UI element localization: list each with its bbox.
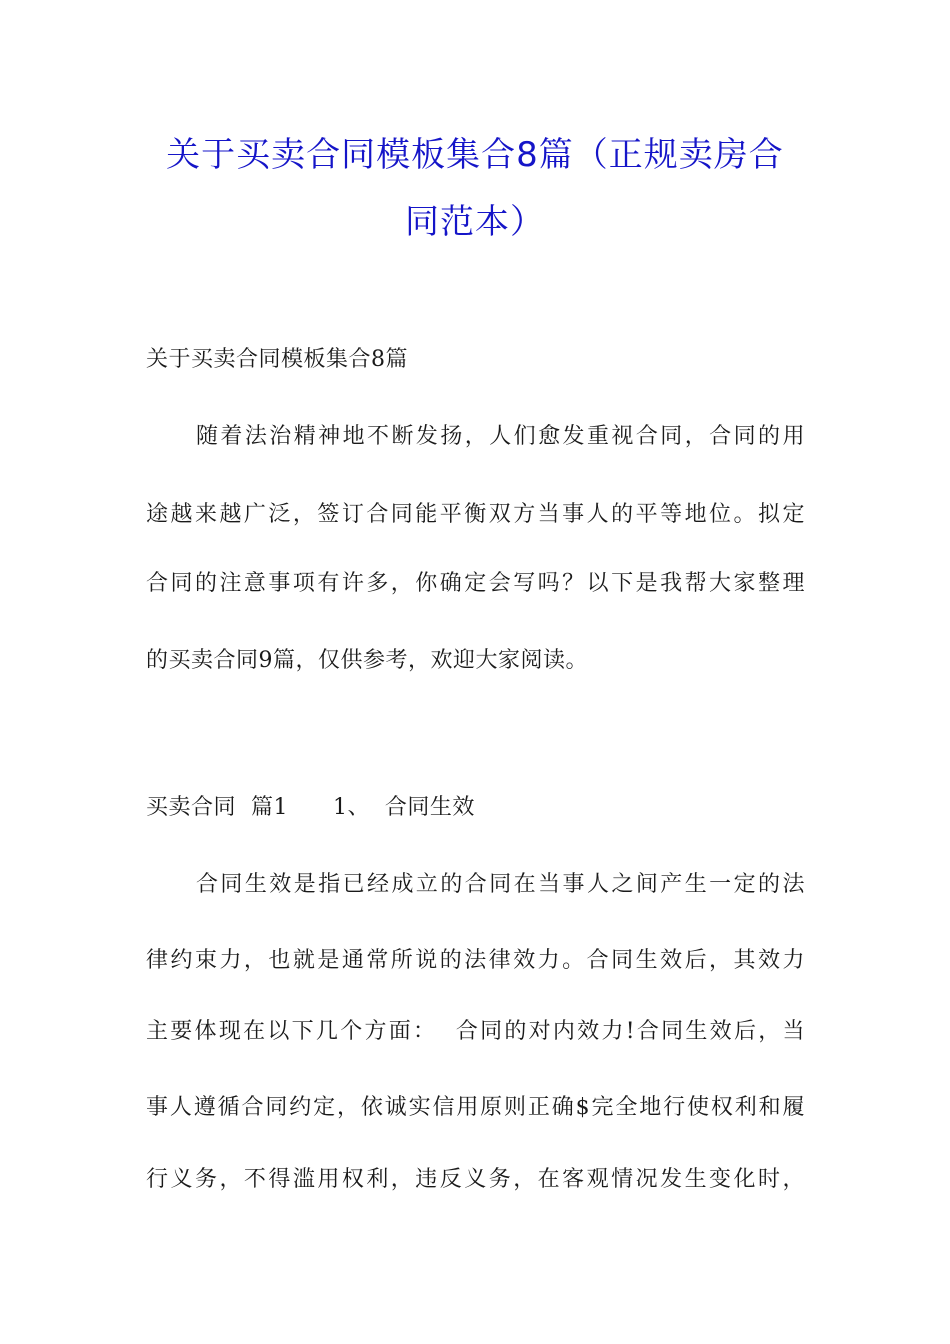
section-heading: 买卖合同 篇1 1、 合同生效 xyxy=(146,795,475,820)
document-title-line-1: 关于买卖合同模板集合8篇（正规卖房合 xyxy=(166,135,784,175)
intro-line-4: 的买卖合同9篇，仅供参考，欢迎大家阅读。 xyxy=(146,648,588,673)
intro-line-1: 随着法治精神地不断发扬，人们愈发重视合同，合同的用 xyxy=(196,424,805,449)
intro-line-3: 合同的注意事项有许多，你确定会写吗？以下是我帮大家整理 xyxy=(146,571,805,596)
body-line-2: 律约束力，也就是通常所说的法律效力。合同生效后，其效力 xyxy=(146,948,805,973)
body-line-3: 主要体现在以下几个方面： 合同的对内效力!合同生效后，当 xyxy=(146,1019,805,1044)
document-title-line-2: 同范本） xyxy=(405,202,545,242)
body-line-5: 行义务，不得滥用权利，违反义务，在客观情况发生变化时， xyxy=(146,1167,805,1192)
body-line-4: 事人遵循合同约定，依诚实信用原则正确$完全地行使权利和履 xyxy=(146,1095,805,1120)
intro-line-2: 途越来越广泛，签订合同能平衡双方当事人的平等地位。拟定 xyxy=(146,502,805,527)
document-subtitle: 关于买卖合同模板集合8篇 xyxy=(146,347,408,372)
body-line-1: 合同生效是指已经成立的合同在当事人之间产生一定的法 xyxy=(196,872,805,897)
